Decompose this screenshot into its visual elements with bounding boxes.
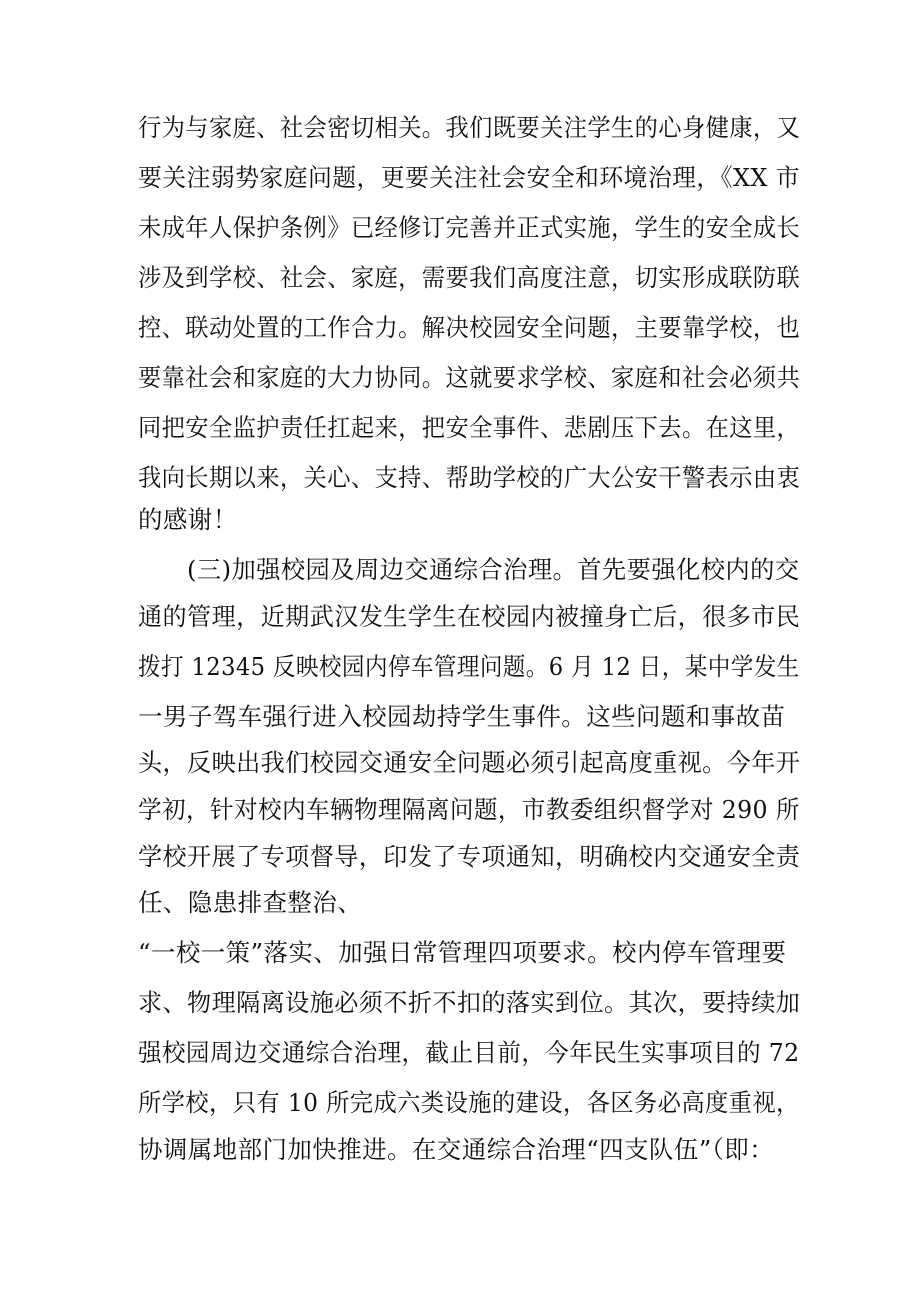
text-line: 强校园周边交通综合治理，截止目前，今年民生实事项目的 72 xyxy=(138,1038,800,1067)
text-line: 未成年人保护条例》已经修订完善并正式实施，学生的安全成长 xyxy=(138,213,801,242)
text-line: 我向长期以来，关心、支持、帮助学校的广大公安干警表示由衷 xyxy=(138,463,801,492)
text-line: 同把安全监护责任扛起来，把安全事件、悲剧压下去。在这里， xyxy=(138,413,801,442)
text-line: 任、隐患排查整治、 xyxy=(138,888,363,917)
text-line: 要靠社会和家庭的大力协同。这就要求学校、家庭和社会必须共 xyxy=(138,363,801,392)
text-line: 的感谢！ xyxy=(138,505,238,534)
text-line: 控、联动处置的工作合力。解决校园安全问题，主要靠学校，也 xyxy=(138,313,801,342)
paragraph-heading-line: (三)加强校园及周边交通综合治理。首先要强化校内的交 xyxy=(187,555,800,584)
text-line: 拨打 12345 反映校园内停车管理问题。6 月 12 日，某中学发生 xyxy=(138,652,800,681)
text-line: 头，反映出我们校园交通安全问题必须引起高度重视。今年开 xyxy=(138,748,801,777)
text-line: “一校一策”落实、加强日常管理四项要求。校内停车管理要 xyxy=(138,938,787,967)
text-line: 所学校，只有 10 所完成六类设施的建设，各区务必高度重视， xyxy=(138,1088,800,1117)
text-line: 一男子驾车强行进入校园劫持学生事件。这些问题和事故苗 xyxy=(138,702,786,731)
text-line: 要关注弱势家庭问题，更要关注社会安全和环境治理，《XX 市 xyxy=(138,163,801,192)
text-line: 涉及到学校、社会、家庭，需要我们高度注意，切实形成联防联 xyxy=(138,263,801,292)
text-line: 行为与家庭、社会密切相关。我们既要关注学生的心身健康，又 xyxy=(138,113,801,142)
text-line: 通的管理，近期武汉发生学生在校园内被撞身亡后，很多市民 xyxy=(138,602,801,631)
text-line: 协调属地部门加快推进。在交通综合治理“四支队伍”（即： xyxy=(138,1135,775,1164)
text-line: 求、物理隔离设施必须不折不扣的落实到位。其次，要持续加 xyxy=(138,988,801,1017)
text-line: 学初，针对校内车辆物理隔离问题，市教委组织督学对 290 所 xyxy=(138,795,800,824)
text-line: 学校开展了专项督导，印发了专项通知，明确校内交通安全责 xyxy=(138,842,801,871)
